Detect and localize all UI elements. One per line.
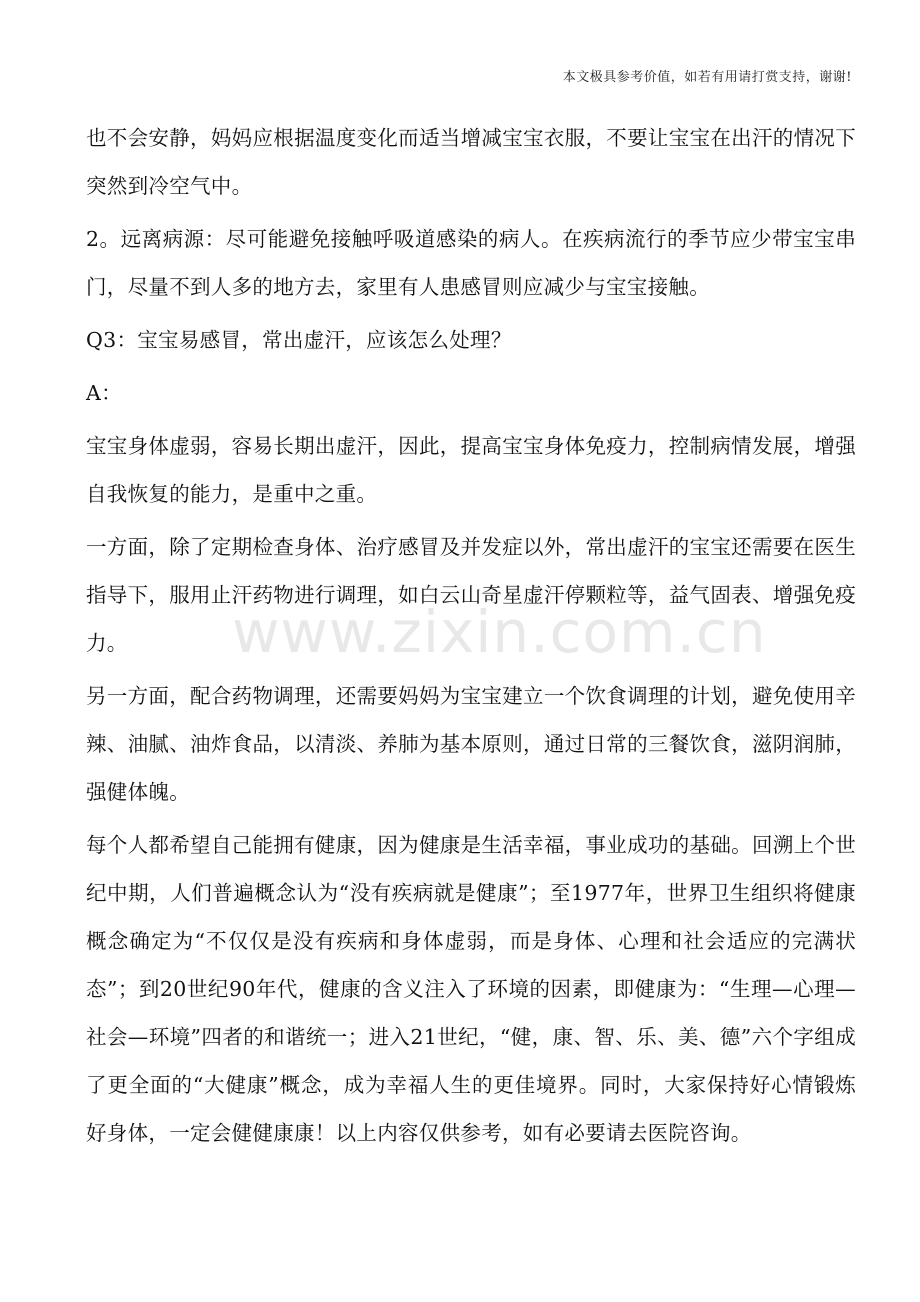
watermark-text: www.zixin.com.cn bbox=[232, 598, 767, 666]
paragraph-immunity: 宝宝身体虚弱，容易长期出虚汗，因此，提高宝宝身体免疫力，控制病情发展，增强自我恢复的能力，是重中之重。 bbox=[86, 434, 856, 506]
paragraph-diet: 另一方面，配合药物调理，还需要妈妈为宝宝建立一个饮食调理的计划，避免使用辛辣、油腻、油炸食品，以清淡、养肺为基本原则，通过日常的三餐饮食，滋阴润肺，强健体魄。 bbox=[86, 684, 856, 804]
answer-label: A： bbox=[86, 381, 122, 405]
question-q3: Q3：宝宝易感冒，常出虚汗，应该怎么处理？ bbox=[86, 328, 512, 352]
paragraph-continuation: 也不会安静，妈妈应根据温度变化而适当增减宝宝衣服，不要让宝宝在出汗的情况下突然到冷空气中。 bbox=[86, 126, 856, 198]
header-note: 本文极具参考价值，如若有用请打赏支持，谢谢! bbox=[562, 70, 852, 85]
paragraph-medication: 一方面，除了定期检查身体、治疗感冒及并发症以外，常出虚汗的宝宝还需要在医生指导下，服用止汗药物进行调理，如白云山奇星虚汗停颗粒等，益气固表、增强免疫力。 bbox=[86, 535, 856, 655]
paragraph-avoid-source: 2。远离病源：尽可能避免接触呼吸道感染的病人。在疾病流行的季节应少带宝宝串门，尽量不到人多的地方去，家里有人患感冒则应减少与宝宝接触。 bbox=[86, 227, 856, 299]
paragraph-health-concept: 每个人都希望自己能拥有健康，因为健康是生活幸福，事业成功的基础。回溯上个世纪中期，人们普遍概念认为“没有疾病就是健康”；至1977年，世界卫生组织将健康概念确定为“不仅仅是没有疾病和身体虚弱，而是身体、心理和社会适应的完满状态”；到20世纪90年代，健康的含义注入了环境的因素，即健康为：“生理—心理—社会—环境”四者的和谐统一；进入21世纪，“健，康、智、乐、美、德”六个字组成了更全面的“大健康”概念，成为幸福人生的更佳境界。同时，大家保持好心情锻炼好身体，一定会健健康康！以上内容仅供参考，如有必要请去医院咨询。 bbox=[86, 833, 856, 1145]
document-body bbox=[86, 114, 856, 1157]
